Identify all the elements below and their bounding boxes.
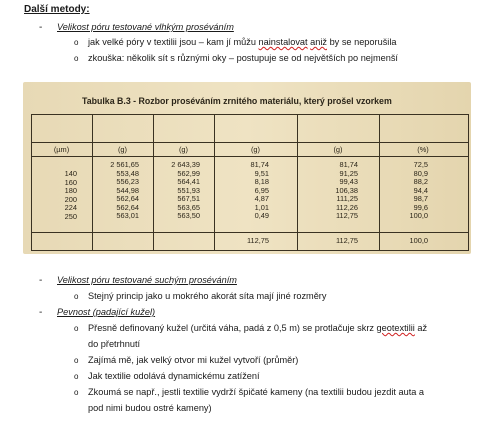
section3-bullet3: Jak textilie odolává dynamickému zatížení [88,371,260,381]
table-cell: 81,74 [339,160,358,169]
total-cell: 100,0 [409,236,428,245]
unit-cell: (g) [333,145,343,154]
section1-title: Velikost póru testované vlhkým proséváním [57,22,234,32]
bullet-marker: o [74,356,79,365]
table-cell: 4,87 [254,194,269,203]
bullet-marker: o [74,54,79,63]
section3-title: Pevnost (padající kužel) [57,307,156,317]
table-caption: Tabulka B.3 - Rozbor proséváním zrnitého materiálu, který prošel vzorkem [82,96,392,106]
section3-bullet2: Zajímá mě, jak velký otvor mi kužel vytvoří (průměr) [88,355,299,365]
table-cell: 8,18 [254,177,269,186]
bullet-marker: o [74,292,79,301]
table-vline [92,114,93,251]
table-cell: 98,7 [413,194,428,203]
table-cell: 562,64 [116,194,139,203]
table-cell: 180 [64,186,77,195]
table-cell: 562,64 [116,202,139,212]
bullet-marker: o [74,324,79,333]
table-cell: 99,6 [413,202,428,212]
table-cell: 80,9 [413,168,428,178]
table-hline [31,156,469,157]
table-vline [379,114,380,251]
table-cell: 563,65 [177,202,200,212]
table-cell: 1,01 [254,202,269,212]
table-cell: 140 [64,169,77,178]
bullet-marker: o [74,38,79,47]
table-cell: 567,51 [177,194,200,203]
table-vline [297,114,298,251]
table-cell: 112,75 [335,211,358,220]
section3-bullet1-cont: do přetrhnutí [88,339,141,349]
section1-bullet1: jak velké póry v textilii jsou – kam jí můžu nainstalovat aniž by se neporušila [88,37,397,47]
table-cell: 91,25 [339,168,358,178]
table-cell: 224 [64,203,77,212]
table-hline [31,232,469,233]
table-cell: 2 561,65 [110,160,139,169]
table-cell: 111,25 [336,194,358,203]
table-cell: 200 [64,194,77,204]
section2-title: Velikost póru testované suchým proséváním [57,275,237,285]
table-cell: 160 [64,177,77,187]
section3-bullet1: Přesně definovaný kužel (určitá váha, padá z 0,5 m) se protlačuje skrz geotextilii až [88,323,428,333]
table-cell: 563,01 [116,211,139,220]
table-cell: 6,95 [254,185,269,195]
unit-cell: (g) [250,145,261,154]
table-cell: 72,5 [413,160,428,169]
table-cell: 94,4 [413,185,428,195]
total-cell: 112,75 [335,236,358,245]
table-cell: 564,41 [177,177,200,186]
unit-cell: (µm) [53,145,70,154]
table-cell: 9,51 [254,168,269,178]
table-cell: 562,99 [177,168,200,178]
total-cell: 112,75 [246,236,269,245]
unit-cell: (%) [417,145,429,154]
section3-bullet4-cont: pod nimi budou ostré kameny) [88,403,212,413]
table-cell: 0,49 [254,211,269,220]
table-cell: 106,38 [335,185,358,195]
table-cell: 563,50 [177,211,200,220]
dash-marker: - [39,275,43,286]
bullet-marker: o [74,372,79,381]
table-cell: 112,26 [335,202,358,212]
table-cell: 81,74 [250,160,269,169]
table-cell: 553,48 [116,168,139,178]
heading: Další metody: [24,4,90,15]
unit-cell: (g) [178,145,189,154]
section3-bullet4: Zkoumá se např., jestli textilie vydrží špičaté kameny (na textilii budou jezdit auta a [88,387,425,397]
table-cell: 250 [64,211,77,221]
table-cell: 551,93 [177,185,200,195]
table-cell: 2 643,39 [171,160,200,169]
table-cell: 100,0 [409,211,428,220]
table-vline [214,114,215,251]
unit-cell: (g) [117,145,128,154]
section2-bullet1: Stejný princip jako u mokrého akorát síta mají jiné rozměry [88,291,327,301]
dash-marker: - [39,307,43,318]
bullet-marker: o [74,388,79,397]
table-hline [31,142,469,143]
table-cell: 544,98 [116,185,139,195]
section1-bullet2: zkouška: několik sít s různými oky – postupuje se od největších po nejmenší [88,53,398,63]
dash-marker: - [39,22,43,33]
table-cell: 99,43 [339,177,358,186]
table-vline [153,114,154,251]
table-cell: 88,2 [413,177,428,186]
table-cell: 556,23 [116,177,139,186]
